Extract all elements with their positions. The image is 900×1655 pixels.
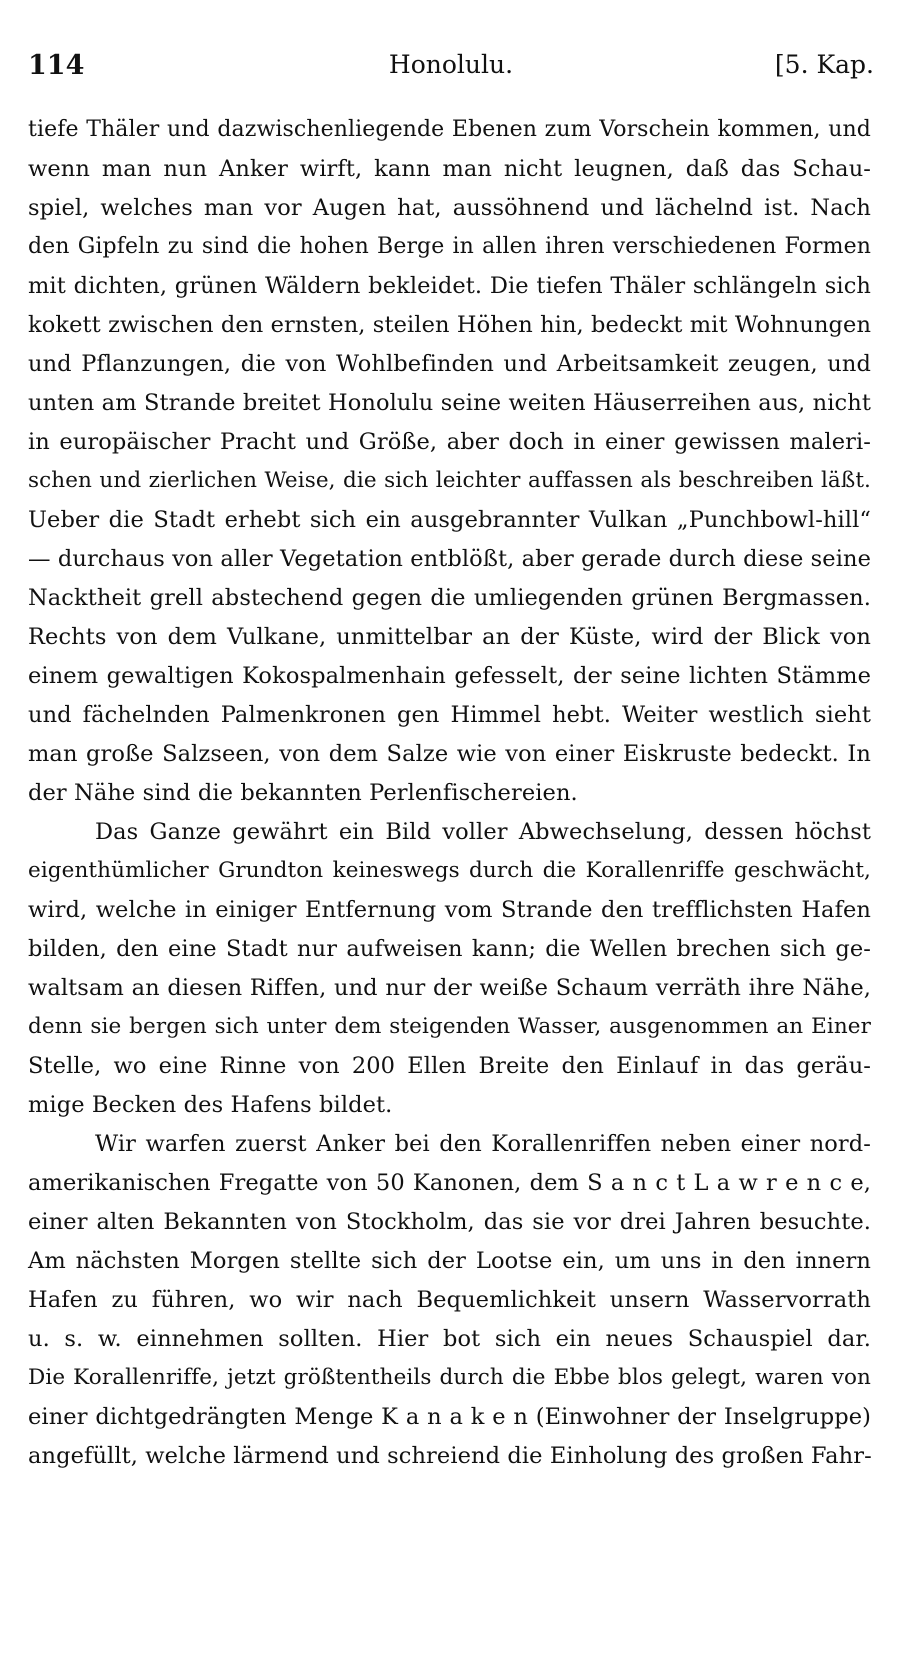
page-header: [28, 50, 874, 90]
text-line: in europäischer Pracht und Größe, aber doch in einer gewissen maleri-: [28, 429, 871, 455]
chapter-label: [5. Kap.: [774, 50, 874, 79]
text-line: Die Korallenriffe, jetzt größtentheils durch die Ebbe blos gelegt, waren von: [28, 1365, 871, 1390]
text-line: angefüllt, welche lärmend und schreiend die Einholung des großen Fahr-: [28, 1443, 872, 1469]
text-line: Wir warfen zuerst Anker bei den Korallenriffen neben einer nord-: [95, 1131, 871, 1157]
text-line: Rechts von dem Vulkane, unmittelbar an der Küste, wird der Blick von: [28, 624, 871, 650]
text-line: tiefe Thäler und dazwischenliegende Ebenen zum Vorschein kommen, und: [28, 117, 871, 142]
text-line: Ueber die Stadt erhebt sich ein ausgebrannter Vulkan „Punchbowl-hill“: [28, 507, 871, 533]
text-line: Hafen zu führen, wo wir nach Bequemlichkeit unsern Wasservorrath: [28, 1287, 871, 1313]
text-line: bilden, den eine Stadt nur aufweisen kann; die Wellen brechen sich ge-: [28, 936, 871, 962]
text-line: den Gipfeln zu sind die hohen Berge in allen ihren verschiedenen Formen: [28, 234, 871, 259]
text-line: mit dichten, grünen Wäldern bekleidet. Die tiefen Thäler schlängeln sich: [28, 273, 871, 299]
text-line: Stelle, wo eine Rinne von 200 Ellen Breite den Einlauf in das geräu-: [28, 1053, 871, 1079]
text-line: der Nähe sind die bekannten Perlenfischereien.: [28, 780, 578, 806]
text-line: Am nächsten Morgen stellte sich der Lootse ein, um uns in den innern: [28, 1248, 871, 1274]
text-line: man große Salzseen, von dem Salze wie von einer Eiskruste bedeckt. In: [28, 741, 871, 767]
text-line: amerikanischen Fregatte von 50 Kanonen, dem S a n c t L a w r e n c e,: [28, 1170, 871, 1196]
page-number: 114: [28, 50, 85, 81]
text-line: denn sie bergen sich unter dem steigenden Wasser, ausgenommen an Einer: [28, 1014, 871, 1039]
text-line: u. s. w. einnehmen sollten. Hier bot sich ein neues Schauspiel dar.: [28, 1326, 871, 1352]
text-line: und Pflanzungen, die von Wohlbefinden und Arbeitsamkeit zeugen, und: [28, 351, 871, 377]
text-line: Nacktheit grell abstechend gegen die umliegenden grünen Bergmassen.: [28, 585, 871, 611]
text-line: waltsam an diesen Riffen, und nur der weiße Schaum verräth ihre Nähe,: [28, 975, 871, 1001]
text-line: wenn man nun Anker wirft, kann man nicht leugnen, daß das Schau-: [28, 156, 871, 182]
text-line: — durchaus von aller Vegetation entblößt, aber gerade durch diese seine: [28, 546, 871, 572]
text-line: eigenthümlicher Grundton keineswegs durch die Korallenriffe geschwächt,: [28, 858, 871, 883]
text-line: mige Becken des Hafens bildet.: [28, 1092, 393, 1118]
text-line: und fächelnden Palmenkronen gen Himmel hebt. Weiter westlich sieht: [28, 702, 871, 728]
text-line: unten am Strande breitet Honolulu seine weiten Häuserreihen aus, nicht: [28, 390, 871, 416]
running-title: Honolulu.: [388, 50, 514, 79]
text-line: schen und zierlichen Weise, die sich leichter auffassen als beschreiben läßt.: [28, 468, 871, 493]
text-line: kokett zwischen den ernsten, steilen Höhen hin, bedeckt mit Wohnungen: [28, 312, 872, 338]
text-line: einem gewaltigen Kokospalmenhain gefesselt, der seine lichten Stämme: [28, 663, 871, 689]
text-line: einer alten Bekannten von Stockholm, das sie vor drei Jahren besuchte.: [28, 1209, 871, 1235]
text-line: spiel, welches man vor Augen hat, aussöhnend und lächelnd ist. Nach: [28, 195, 871, 221]
text-line: einer dichtgedrängten Menge K a n a k e n (Einwohner der Inselgruppe): [28, 1404, 871, 1430]
text-line: wird, welche in einiger Entfernung vom Strande den trefflichsten Hafen: [28, 897, 871, 923]
text-line: Das Ganze gewährt ein Bild voller Abwechselung, dessen höchst: [95, 819, 871, 845]
